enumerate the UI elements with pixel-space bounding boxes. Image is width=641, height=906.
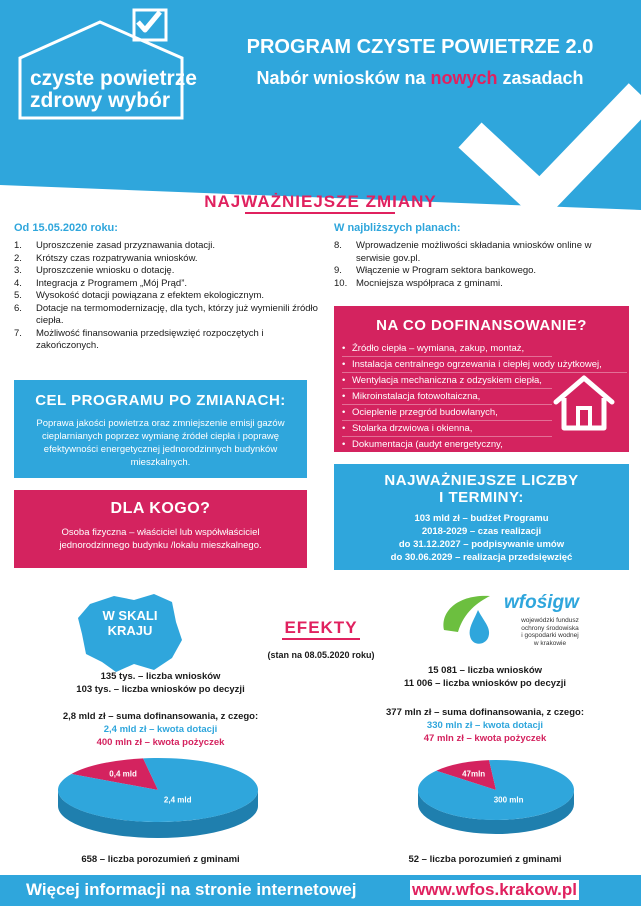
- who-body: Osoba fizyczna – właściciel lub współwłaściciel jednorodzinnego budynku /lokalu mieszkalnego.: [59, 527, 262, 551]
- house-icon: [552, 374, 616, 432]
- wfos-caption: wojewódzki fundusz ochrony środowiska i gospodarki wodnej w krakowie: [521, 617, 579, 647]
- list-item: • Ocieplenie przegród budowlanych,: [342, 406, 552, 421]
- list-item: 2. Krótszy czas rozpatrywania wniosków.: [14, 252, 198, 264]
- changes-right-list: [334, 240, 624, 290]
- list-item: • Mikroinstalacja fotowoltaiczna,: [342, 390, 552, 405]
- list-item: • Dokumentacja (audyt energetyczny, dokumentacja projektowa).: [342, 438, 552, 465]
- funding-title: NA CO DOFINANSOWANIE?: [376, 317, 587, 334]
- who-box: [14, 490, 307, 568]
- goal-title: CEL PROGRAMU PO ZMIANACH:: [35, 392, 286, 409]
- footer-link[interactable]: www.wfos.krakow.pl: [412, 880, 577, 899]
- country-stats: 135 tys. – liczba wniosków 103 tys. – liczba wniosków po decyzji: [76, 671, 245, 695]
- wfos-logo-text: wfośigw: [504, 592, 579, 613]
- region-stats: 15 081 – liczba wniosków 11 006 – liczba wniosków po decyzji: [403, 665, 567, 689]
- list-item: 6. Dotacje na termomodernizację, dla tych, którzy już wymienili źródło ciepła.: [14, 302, 318, 326]
- funding-box: [334, 306, 629, 463]
- wfos-logo-icon: [438, 590, 498, 648]
- logo-text-line2: zdrowy wybór: [30, 89, 171, 112]
- page-title: PROGRAM CZYSTE POWIETRZE 2.0: [246, 36, 594, 58]
- changes-title-underline: [245, 212, 395, 214]
- pie-label-0: 0,4 mld: [109, 769, 137, 779]
- list-item: 7. Możliwość finansowania przedsięwzięć rozpoczętych i zakończonych.: [14, 327, 264, 351]
- list-item: 8. Wprowadzenie możliwości składania wniosków online w serwisie gov.pl.: [334, 240, 592, 264]
- numbers-title: NAJWAŻNIEJSZE LICZBY I TERMINY:: [384, 472, 579, 506]
- list-item: 3. Uproszczenie wniosku o dotację.: [14, 265, 175, 276]
- logo-text-line1: czyste powietrze: [30, 67, 197, 90]
- footer-text: Więcej informacji na stronie internetowej: [26, 880, 357, 899]
- numbers-box: [334, 464, 629, 570]
- pie-label-0: 47mln: [462, 769, 486, 779]
- funding-list: [342, 342, 602, 466]
- pie-label-1: 2,4 mld: [163, 795, 192, 805]
- goal-box: [14, 380, 307, 478]
- country-funding: 2,8 mld zł – suma dofinansowania, z czego: 2,4 mld zł – kwota dotacji 400 mln zł – kwota pożyczek: [62, 711, 259, 748]
- list-item: 10. Mocniejsza współpraca z gminami.: [334, 277, 503, 289]
- region-funding: 377 mln zł – suma dofinansowania, z czego: 330 mln zł – kwota dotacji 47 mln zł – kwota pożyczek: [386, 707, 584, 744]
- changes-left-heading: Od 15.05.2020 roku:: [14, 222, 118, 234]
- region-pie-chart: [412, 752, 582, 846]
- region-agreements: 52 – liczba porozumień z gminami: [408, 854, 562, 865]
- country-agreements: 658 – liczba porozumień z gminami: [81, 854, 240, 865]
- page-subtitle: Nabór wniosków na nowych zasadach: [256, 68, 584, 88]
- changes-left-list: [14, 240, 319, 353]
- effects-title-underline: [282, 638, 360, 640]
- country-badge: W SKALI KRAJU: [102, 608, 158, 638]
- list-item: 9. Włączenie w Program sektora bankowego.: [334, 265, 537, 276]
- goal-body: Poprawa jakości powietrza oraz zmniejszenie emisji gazów cieplarnianych poprzez wymianę źródeł ciepła i poprawę efektywności energetycznej jednorodzinnych budynków mieszkalnych.: [36, 418, 285, 468]
- who-title: DLA KOGO?: [110, 500, 211, 517]
- effects-title: EFEKTY: [284, 618, 358, 637]
- effects-date: (stan na 08.05.2020 roku): [267, 650, 375, 660]
- list-item: 5. Wysokość dotacji powiązana z efektem ekologicznym.: [14, 290, 265, 301]
- country-pie-chart: [52, 748, 268, 848]
- list-item: 1. Uproszczenie zasad przyznawania dotacji.: [14, 240, 216, 251]
- list-item: • Wentylacja mechaniczna z odzyskiem ciepła,: [342, 374, 552, 389]
- pie-label-1: 300 mln: [493, 795, 524, 805]
- list-item: 4. Integracja z Programem „Mój Prąd”.: [14, 277, 187, 289]
- changes-title: NAJWAŻNIEJSZE ZMIANY: [204, 192, 437, 211]
- changes-right-heading: W najbliższych planach:: [334, 222, 461, 234]
- list-item: • Źródło ciepła – wymiana, zakup, montaż,: [342, 342, 552, 357]
- numbers-lines: 103 mld zł – budżet Programu 2018-2029 – czas realizacji do 31.12.2027 – podpisywanie umów do 30.06.2029 – realizacja przedsięwzięć: [390, 513, 573, 563]
- list-item: • Instalacja centralnego ogrzewania i ciepłej wody użytkowej,: [342, 358, 627, 373]
- list-item: • Stolarka drzwiowa i okienna,: [342, 422, 552, 437]
